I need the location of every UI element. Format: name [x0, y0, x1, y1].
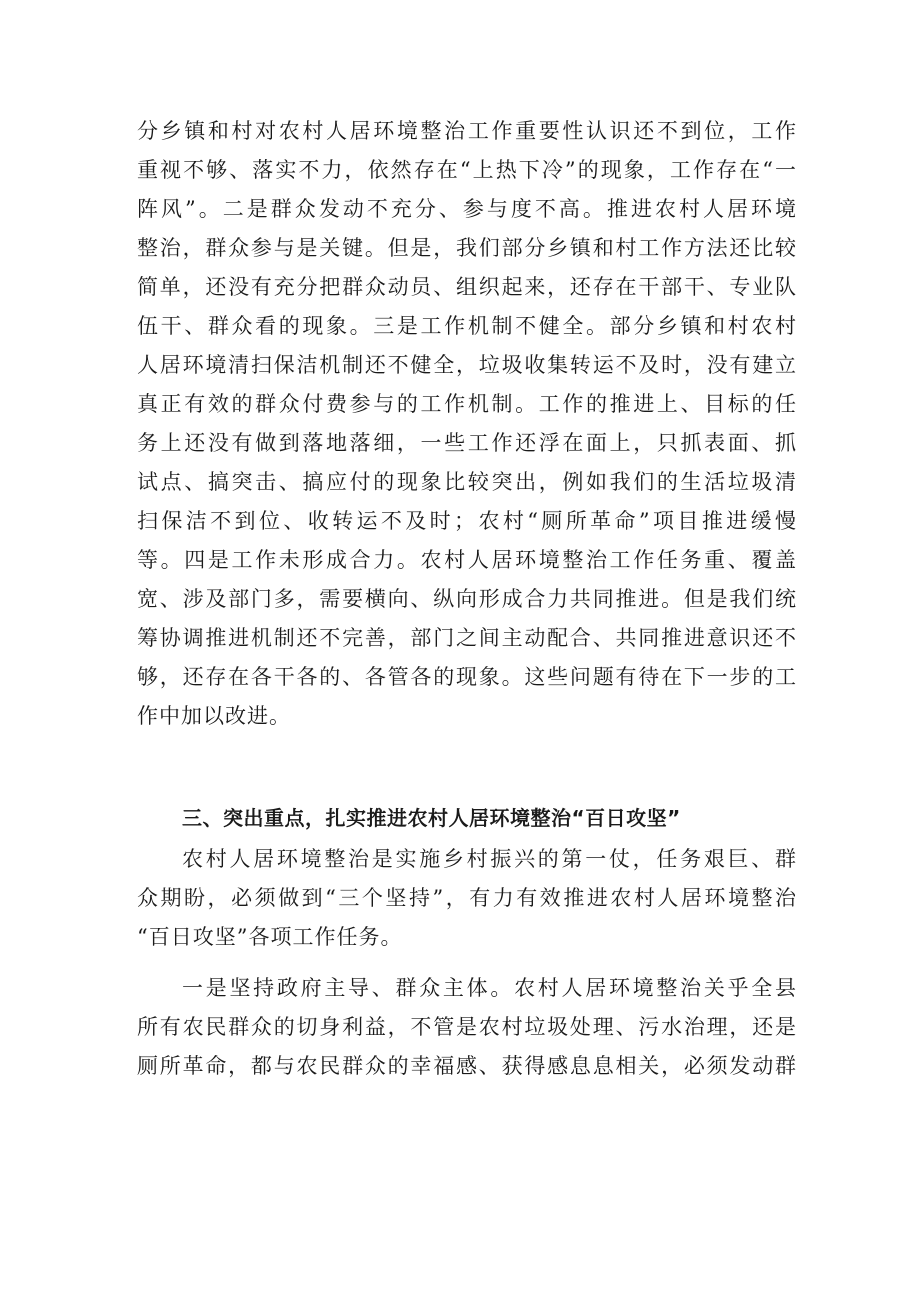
text-line: 重视不够、落实不力，依然存在“上热下冷”的现象，工作存在“一	[137, 158, 797, 182]
text-line: 伍干、群众看的现象。三是工作机制不健全。部分乡镇和村农村	[137, 314, 797, 338]
paragraph-continued	[137, 112, 797, 736]
paragraph-point-one	[137, 969, 797, 1086]
text-line: 真正有效的群众付费参与的工作机制。工作的推进上、目标的任	[137, 392, 797, 416]
text-line: 筹协调推进机制还不完善，部门之间主动配合、共同推进意识还不	[137, 626, 797, 650]
section-heading-block	[137, 799, 797, 838]
text-line: 等。四是工作未形成合力。农村人居环境整治工作任务重、覆盖	[137, 548, 797, 572]
section-heading: 三、突出重点，扎实推进农村人居环境整治“百日攻坚”	[182, 806, 681, 830]
text-line: 整治，群众参与是关键。但是，我们部分乡镇和村工作方法还比较	[137, 236, 797, 260]
text-line: “百日攻坚”各项工作任务。	[137, 925, 403, 949]
text-line: 试点、搞突击、搞应付的现象比较突出，例如我们的生活垃圾清	[137, 470, 797, 494]
text-line: 务上还没有做到落地落细，一些工作还浮在面上，只抓表面、抓	[137, 431, 797, 455]
text-line: 扫保洁不到位、收转运不及时；农村“厕所革命”项目推进缓慢	[137, 509, 797, 533]
text-line: 简单，还没有充分把群众动员、组织起来，还存在干部干、专业队	[137, 275, 797, 299]
text-line: 分乡镇和村对农村人居环境整治工作重要性认识还不到位，工作	[137, 119, 797, 143]
text-line: 阵风”。二是群众发动不充分、参与度不高。推进农村人居环境	[137, 197, 797, 221]
text-line: 人居环境清扫保洁机制还不健全，垃圾收集转运不及时，没有建立	[137, 353, 797, 377]
text-line: 够，还存在各干各的、各管各的现象。这些问题有待在下一步的工	[137, 665, 797, 689]
text-line: 众期盼，必须做到“三个坚持”，有力有效推进农村人居环境整治	[137, 886, 797, 910]
text-line: 一是坚持政府主导、群众主体。农村人居环境整治关乎全县	[182, 976, 797, 1000]
paragraph-intro	[137, 840, 797, 957]
text-line: 宽、涉及部门多，需要横向、纵向形成合力共同推进。但是我们统	[137, 587, 797, 611]
text-line: 所有农民群众的切身利益，不管是农村垃圾处理、污水治理，还是	[137, 1015, 797, 1039]
text-line: 厕所革命，都与农民群众的幸福感、获得感息息相关，必须发动群	[137, 1054, 797, 1078]
text-line: 作中加以改进。	[137, 704, 291, 728]
text-line: 农村人居环境整治是实施乡村振兴的第一仗，任务艰巨、群	[182, 847, 797, 871]
